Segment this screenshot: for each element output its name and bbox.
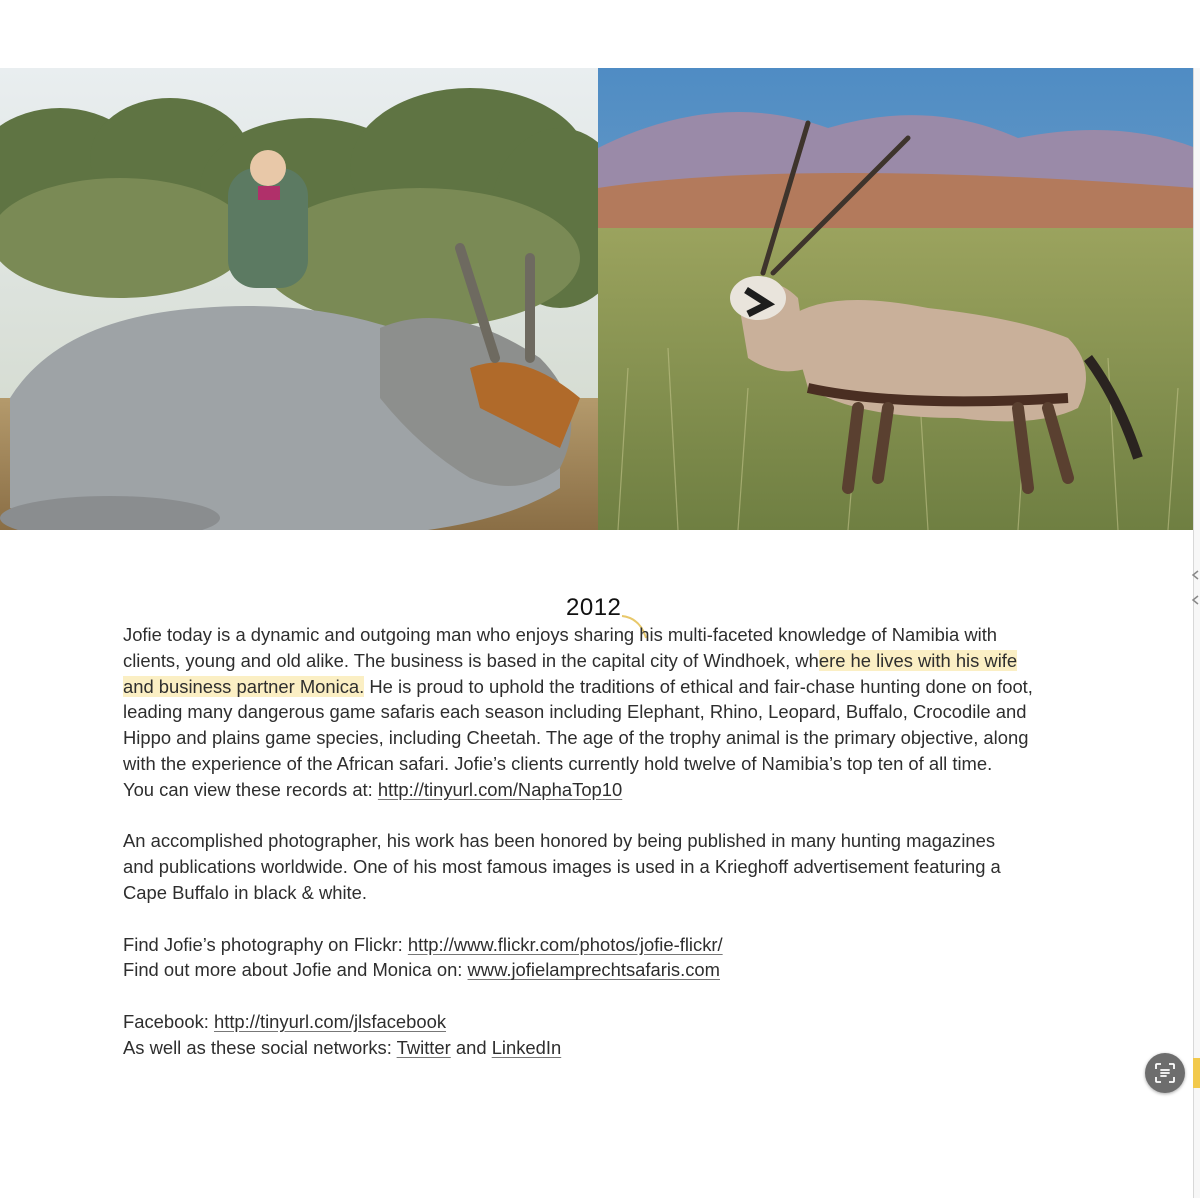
highlighted-text: ere he lives with his wife — [818, 649, 1018, 671]
website-link[interactable]: www.jofielamprechtsafaris.com — [467, 959, 720, 981]
page-edge — [1193, 68, 1200, 1198]
highlighted-text: and business partner Monica. — [123, 675, 365, 697]
chevron-icon[interactable] — [1190, 595, 1200, 605]
paragraph-links — [123, 932, 1113, 984]
oryx-photo — [598, 68, 1196, 530]
linkedin-link[interactable]: LinkedIn — [491, 1036, 562, 1058]
paragraph-social — [123, 1009, 1113, 1061]
text-line: Cape Buffalo in black & white. — [123, 881, 367, 903]
text-line: An accomplished photographer, his work has been honored by being published in many hunting magazines — [123, 830, 996, 852]
link-label: As well as these social networks: — [123, 1036, 397, 1058]
paragraph-photographer — [123, 828, 1113, 905]
link-label: Facebook: — [123, 1010, 214, 1032]
text-line: Jofie today is a dynamic and outgoing man who enjoys sharing his multi-faceted knowledge of Namibia with — [123, 624, 998, 645]
text-line: Hippo and plains game species, including Cheetah. The age of the trophy animal is the primary objective, along — [123, 727, 1029, 749]
twitter-link[interactable]: Twitter — [396, 1036, 451, 1058]
photo-strip — [0, 68, 1200, 530]
records-link[interactable]: http://tinyurl.com/NaphaTop10 — [377, 778, 623, 800]
text-line: with the experience of the African safari. Jofie’s clients currently hold twelve of Namibia’s top ten of all time. — [123, 752, 993, 774]
link-label: Find out more about Jofie and Monica on: — [123, 959, 468, 981]
year-heading: 2012 — [566, 594, 622, 621]
flickr-link[interactable]: http://www.flickr.com/photos/jofie-flickr/ — [407, 933, 723, 955]
link-label: and — [450, 1036, 492, 1058]
link-label: You can view these records at: — [123, 778, 378, 800]
text-line: leading many dangerous game safaris each season including Elephant, Rhino, Leopard, Buffalo, Crocodile and — [123, 701, 1027, 723]
text-line: He is proud to uphold the traditions of ethical and fair-chase hunting done on foot, — [364, 675, 1033, 697]
chevron-icon[interactable] — [1190, 570, 1200, 580]
paragraph-intro — [123, 622, 1113, 803]
link-label: Find Jofie’s photography on Flickr: — [123, 933, 408, 955]
edge-accent — [1193, 1058, 1200, 1088]
facebook-link[interactable]: http://tinyurl.com/jlsfacebook — [213, 1010, 447, 1032]
text-scan-icon — [1154, 1062, 1176, 1084]
eland-hunt-photo — [0, 68, 598, 530]
text-line: clients, young and old alike. The business is based in the capital city of Windhoek, wh — [123, 649, 819, 671]
body-text — [123, 622, 1113, 1061]
text-scan-button[interactable] — [1145, 1053, 1185, 1093]
text-line: and publications worldwide. One of his most famous images is used in a Krieghoff advertisement featuring a — [123, 856, 1001, 878]
